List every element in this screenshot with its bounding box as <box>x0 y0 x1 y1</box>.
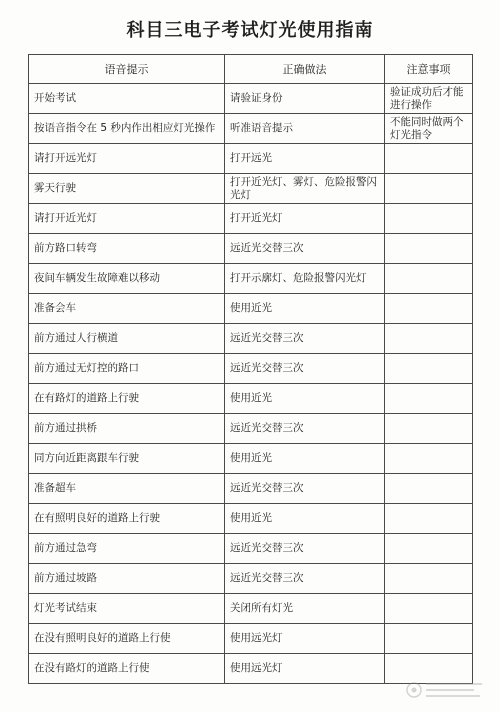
note-cell <box>385 144 473 174</box>
prompt-cell: 开始考试 <box>29 84 225 114</box>
prompt-cell: 在有照明良好的道路上行驶 <box>29 504 225 534</box>
table-row <box>29 354 473 384</box>
action-cell: 打开远光 <box>225 144 385 174</box>
table-row <box>29 504 473 534</box>
note-cell <box>385 474 473 504</box>
prompt-cell: 按语音指令在 5 秒内作出相应灯光操作 <box>29 114 225 144</box>
action-cell: 远近光交替三次 <box>225 324 385 354</box>
column-header-action: 正确做法 <box>225 55 385 84</box>
action-cell: 打开近光灯、雾灯、危险报警闪光灯 <box>225 174 385 204</box>
action-cell: 使用远光灯 <box>225 624 385 654</box>
prompt-cell: 前方通过人行横道 <box>29 324 225 354</box>
prompt-cell: 灯光考试结束 <box>29 594 225 624</box>
table-row <box>29 114 473 144</box>
page-title: 科目三电子考试灯光使用指南 <box>126 20 374 41</box>
table-row <box>29 174 473 204</box>
table-row <box>29 414 473 444</box>
table-row <box>29 264 473 294</box>
table-header-row <box>29 55 473 84</box>
note-cell <box>385 564 473 594</box>
table-row <box>29 294 473 324</box>
prompt-cell: 请打开远光灯 <box>29 144 225 174</box>
action-cell: 远近光交替三次 <box>225 414 385 444</box>
table-row <box>29 324 473 354</box>
action-cell: 使用近光 <box>225 504 385 534</box>
prompt-cell: 前方通过坡路 <box>29 564 225 594</box>
note-cell <box>385 324 473 354</box>
action-cell: 远近光交替三次 <box>225 234 385 264</box>
note-cell <box>385 354 473 384</box>
table-row <box>29 624 473 654</box>
note-cell <box>385 594 473 624</box>
action-cell: 远近光交替三次 <box>225 354 385 384</box>
watermark-logo <box>404 678 486 702</box>
table-row <box>29 384 473 414</box>
table-row <box>29 234 473 264</box>
note-cell <box>385 384 473 414</box>
table-row <box>29 144 473 174</box>
action-cell: 使用近光 <box>225 294 385 324</box>
table-row <box>29 474 473 504</box>
note-cell <box>385 264 473 294</box>
note-cell <box>385 234 473 264</box>
note-cell <box>385 444 473 474</box>
prompt-cell: 前方通过急弯 <box>29 534 225 564</box>
note-cell <box>385 624 473 654</box>
prompt-cell: 在没有路灯的道路上行使 <box>29 654 225 684</box>
action-cell: 关闭所有灯光 <box>225 594 385 624</box>
action-cell: 请验证身份 <box>225 84 385 114</box>
prompt-cell: 前方通过拱桥 <box>29 414 225 444</box>
light-guide-table <box>28 54 473 684</box>
note-cell: 不能同时做两个灯光指令 <box>385 114 473 144</box>
table-row <box>29 564 473 594</box>
note-cell <box>385 504 473 534</box>
action-cell: 打开示廓灯、危险报警闪光灯 <box>225 264 385 294</box>
note-cell <box>385 204 473 234</box>
action-cell: 使用近光 <box>225 444 385 474</box>
prompt-cell: 在有路灯的道路上行驶 <box>29 384 225 414</box>
prompt-cell: 请打开近光灯 <box>29 204 225 234</box>
note-cell <box>385 174 473 204</box>
action-cell: 听准语音提示 <box>225 114 385 144</box>
action-cell: 使用近光 <box>225 384 385 414</box>
note-cell <box>385 294 473 324</box>
note-cell: 验证成功后才能进行操作 <box>385 84 473 114</box>
note-cell <box>385 414 473 444</box>
table-row <box>29 444 473 474</box>
action-cell: 远近光交替三次 <box>225 474 385 504</box>
note-cell <box>385 534 473 564</box>
column-header-note: 注意事项 <box>385 55 473 84</box>
prompt-cell: 准备超车 <box>29 474 225 504</box>
table-row <box>29 204 473 234</box>
table-row <box>29 594 473 624</box>
prompt-cell: 前方通过无灯控的路口 <box>29 354 225 384</box>
action-cell: 远近光交替三次 <box>225 534 385 564</box>
table-row <box>29 534 473 564</box>
column-header-prompt: 语音提示 <box>29 55 225 84</box>
action-cell: 打开近光灯 <box>225 204 385 234</box>
prompt-cell: 同方向近距离跟车行驶 <box>29 444 225 474</box>
prompt-cell: 前方路口转弯 <box>29 234 225 264</box>
prompt-cell: 准备会车 <box>29 294 225 324</box>
prompt-cell: 在没有照明良好的道路上行使 <box>29 624 225 654</box>
prompt-cell: 夜间车辆发生故障难以移动 <box>29 264 225 294</box>
table-row <box>29 84 473 114</box>
action-cell: 使用远光灯 <box>225 654 385 684</box>
prompt-cell: 雾天行驶 <box>29 174 225 204</box>
action-cell: 远近光交替三次 <box>225 564 385 594</box>
